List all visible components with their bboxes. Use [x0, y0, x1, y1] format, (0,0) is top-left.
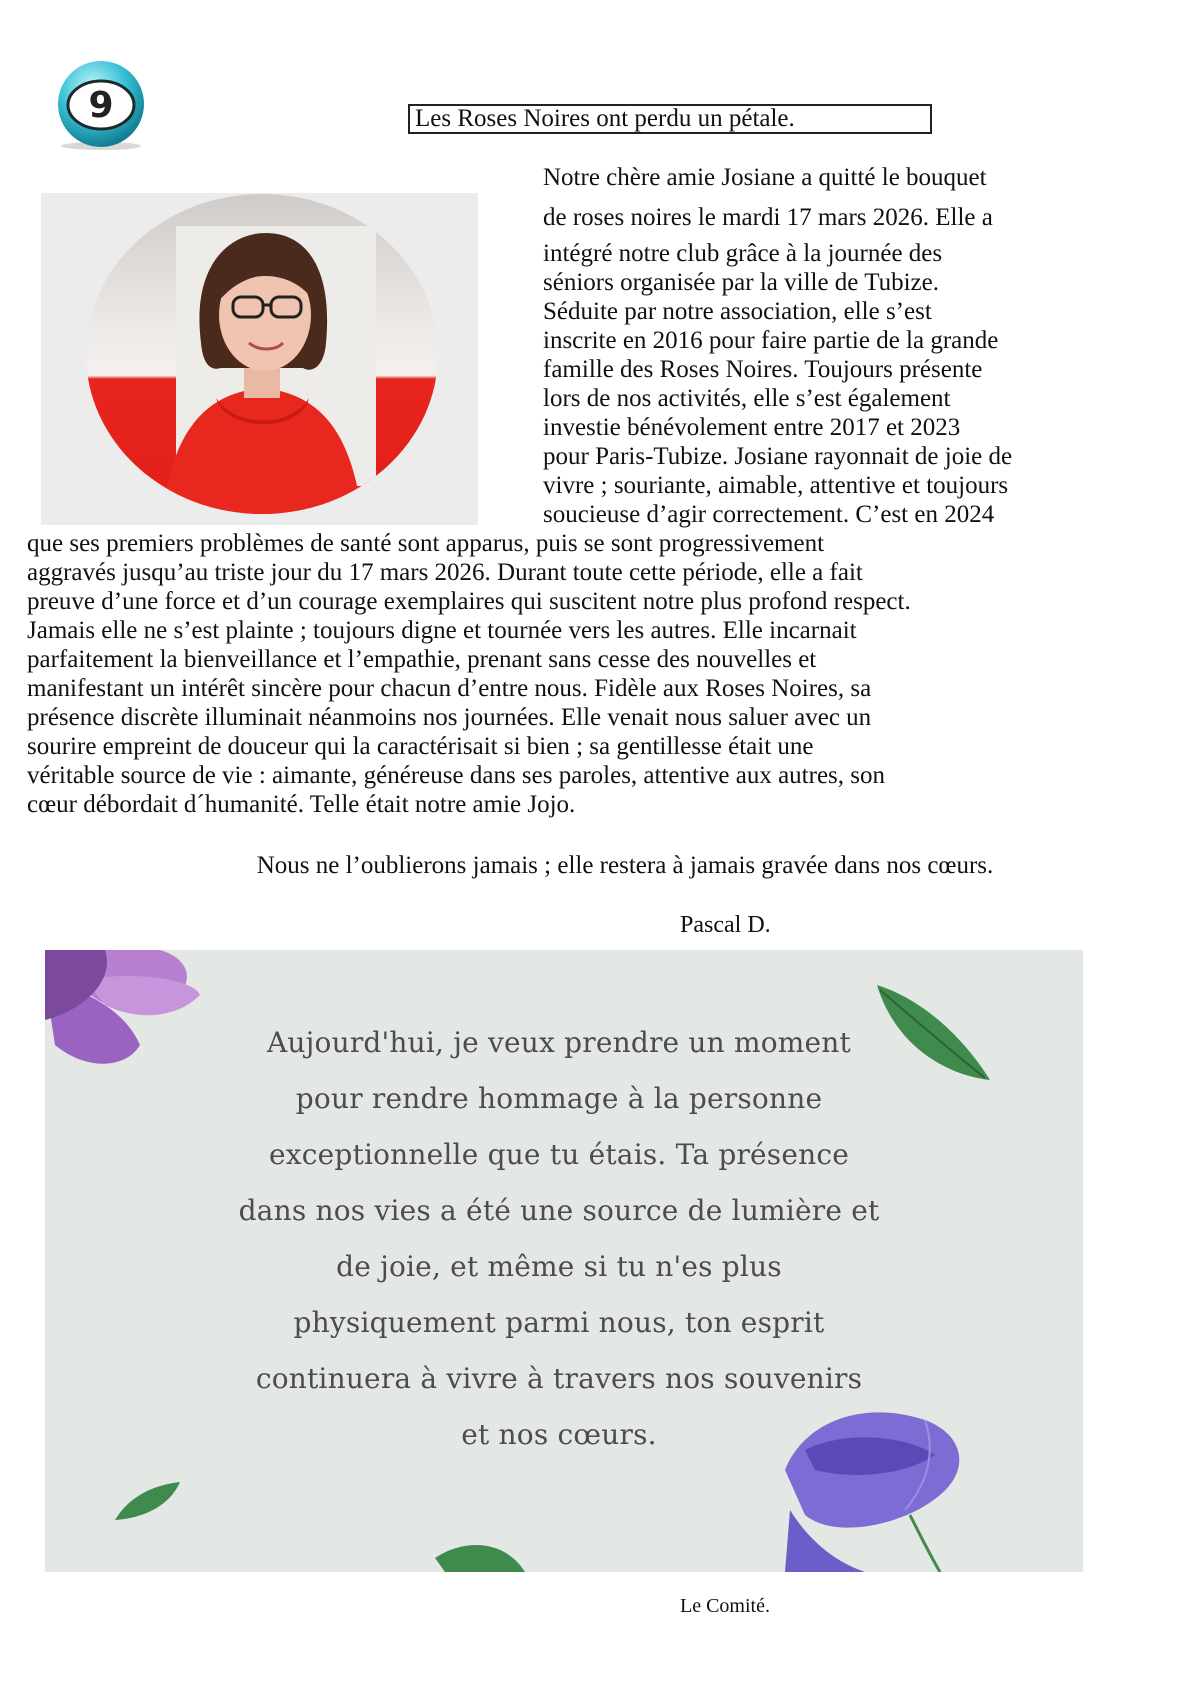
text-line: preuve d’une force et d’un courage exemplaires qui suscitent notre plus profond respect. — [27, 588, 911, 615]
card-text-line: dans nos vies a été une source de lumière et — [238, 1194, 880, 1227]
text-line: manifestant un intérêt sincère pour chacun d’entre nous. Fidèle aux Roses Noires, sa — [27, 675, 872, 702]
text-line: vivre ; souriante, aimable, attentive et toujours — [543, 472, 1009, 499]
text-line: famille des Roses Noires. Toujours présente — [543, 356, 983, 383]
card-text-line: continuera à vivre à travers nos souvenirs — [255, 1362, 863, 1395]
text-line: aggravés jusqu’au triste jour du 17 mars 2026. Durant toute cette période, elle a fait — [27, 559, 863, 586]
text-line: lors de nos activités, elle s’est également — [543, 385, 951, 412]
text-line: inscrite en 2016 pour faire partie de la grande — [543, 327, 999, 354]
card-text-line: Aujourd'hui, je veux prendre un moment — [267, 1026, 851, 1059]
text-line: investie bénévolement entre 2017 et 2023 — [543, 414, 961, 441]
text-line: soucieuse d’agir correctement. C’est en 2024 — [543, 501, 995, 528]
card-text-line: physiquement parmi nous, ton esprit — [293, 1306, 825, 1339]
author-name: Pascal D. — [680, 912, 771, 938]
text-line: séniors organisée par la ville de Tubize. — [543, 269, 939, 296]
signature: Le Comité. — [680, 1595, 770, 1617]
text-line: de roses noires le mardi 17 mars 2026. Elle a — [543, 204, 993, 231]
closing-sentence: Nous ne l’oublierons jamais ; elle restera à jamais gravée dans nos cœurs. — [256, 852, 994, 879]
card-text-line: pour rendre hommage à la personne — [295, 1082, 823, 1115]
text-line: parfaitement la bienveillance et l’empathie, prenant sans cesse des nouvelles et — [27, 646, 817, 673]
page-title: Les Roses Noires ont perdu un pétale. — [408, 104, 932, 134]
text-line: Séduite par notre association, elle s’est — [543, 298, 932, 325]
text-line: présence discrète illuminait néanmoins nos journées. Elle venait nous saluer avec un — [27, 704, 872, 731]
text-line: pour Paris-Tubize. Josiane rayonnait de joie de — [543, 443, 1013, 470]
text-line: Notre chère amie Josiane a quitté le bouquet — [543, 164, 987, 191]
page-number-ball-icon — [52, 58, 150, 152]
page-number: 9 — [88, 85, 114, 126]
text-line: sourire empreint de douceur qui la caractérisait si bien ; sa gentillesse était une — [27, 733, 814, 760]
portrait-photo — [41, 193, 478, 525]
text-line: intégré notre club grâce à la journée des — [543, 240, 943, 267]
text-line: véritable source de vie : aimante, généreuse dans ses paroles, attentive aux autres, son — [27, 762, 886, 789]
card-text-line: exceptionnelle que tu étais. Ta présence — [268, 1138, 850, 1171]
text-line: que ses premiers problèmes de santé sont apparus, puis se sont progressivement — [27, 530, 825, 557]
text-line: cœur débordait d´humanité. Telle était notre amie Jojo. — [27, 791, 576, 818]
card-text-line: et nos cœurs. — [461, 1418, 657, 1451]
tribute-card-text — [45, 950, 1083, 1572]
text-line: Jamais elle ne s’est plainte ; toujours digne et tournée vers les autres. Elle incarnait — [27, 617, 857, 644]
card-text-line: de joie, et même si tu n'es plus — [336, 1250, 782, 1283]
